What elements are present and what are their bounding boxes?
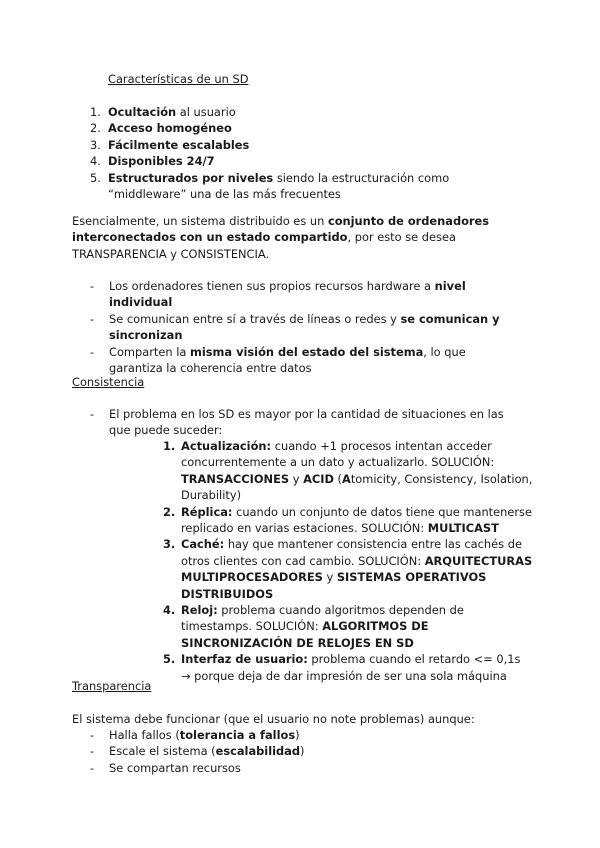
list-item xyxy=(90,170,530,203)
dash-bullet: - xyxy=(90,744,95,759)
problem-title: Réplica: xyxy=(181,504,233,519)
list-number: 1. xyxy=(90,105,101,119)
transparencia-bullet-list xyxy=(90,727,515,776)
list-item-bold: Ocultación xyxy=(108,105,177,119)
list-item xyxy=(90,344,515,377)
list-item xyxy=(90,104,530,120)
problemas-list xyxy=(163,438,533,684)
paren-text: ( xyxy=(333,471,343,486)
transparencia-intro: El sistema debe funcionar (que el usuario no note problemas) aunque: xyxy=(72,712,475,726)
problem-title: Caché: xyxy=(181,537,225,552)
problem-title: Interfaz de usuario: xyxy=(181,652,308,667)
intro-text-end: , por esto se desea TRANSPARENCIA y CONSISTENCIA. xyxy=(72,230,456,261)
list-item xyxy=(90,311,515,344)
list-item xyxy=(163,438,533,504)
list-number: 4. xyxy=(163,603,176,618)
initial-bold: A xyxy=(342,471,351,486)
list-item-text-end: , lo que garantiza la coherencia entre datos xyxy=(109,344,466,376)
consistencia-bullet-list xyxy=(90,406,515,439)
connector-text: y xyxy=(289,471,304,486)
ordenadores-bullet-list xyxy=(90,278,515,376)
list-item-bold: Fácilmente escalables xyxy=(108,137,250,152)
intro-text: Esencialmente, un sistema distribuido es un xyxy=(72,214,328,228)
list-item-bold: Estructurados por niveles xyxy=(108,170,274,185)
list-number: 2. xyxy=(90,121,101,136)
dash-bullet: - xyxy=(90,279,95,293)
dash-bullet: - xyxy=(90,344,95,359)
section-heading-consistencia: Consistencia xyxy=(72,375,145,389)
list-item-bold: Disponibles 24/7 xyxy=(108,154,215,169)
list-item xyxy=(163,504,533,537)
dash-bullet: - xyxy=(90,311,95,326)
list-item-bold: Acceso homogéneo xyxy=(108,121,232,136)
list-number: 2. xyxy=(163,504,176,519)
list-item xyxy=(90,153,530,169)
dash-bullet: - xyxy=(90,760,95,775)
problem-text: problema cuando algoritmos dependen de timestamps. SOLUCIÓN: xyxy=(181,603,464,634)
list-item-text: Los ordenadores tienen sus propios recursos hardware a xyxy=(109,279,435,293)
section-heading-transparencia: Transparencia xyxy=(72,679,152,693)
list-number: 5. xyxy=(90,170,101,185)
problem-title: Reloj: xyxy=(181,603,218,618)
list-item-text: siendo la estructuración como “middleware” una de las más frecuentes xyxy=(108,170,450,202)
intro-bold: conjunto de ordenadores interconectados con un estado compartido xyxy=(72,214,490,245)
list-item-bold: misma visión del estado del sistema xyxy=(190,344,424,359)
solution-bold: ACID xyxy=(303,471,334,486)
list-item-text: Comparten la xyxy=(109,344,190,359)
problem-text: hay que mantener consistencia entre las cachés de otros clientes con cad cambio. SOLUCIÓN: xyxy=(181,537,522,568)
list-item-text: Escale el sistema ( xyxy=(109,744,216,759)
dash-bullet: - xyxy=(90,728,95,742)
list-item-bold: escalabilidad xyxy=(215,744,301,759)
list-item xyxy=(163,651,533,684)
solution-bold: ARQUITECTURAS MULTIPROCESADORES xyxy=(181,553,533,585)
list-item-text-end: ) xyxy=(300,744,305,759)
list-item xyxy=(90,278,515,311)
problem-text: cuando +1 procesos intentan acceder concurrentemente a un dato y actualizarlo. SOLUCIÓN: xyxy=(181,439,495,470)
problem-text: cuando un conjunto de datos tiene que mantenerse replicado en varias estaciones. SOLUCIÓN: xyxy=(181,504,532,536)
list-item-text: El problema en los SD es mayor por la cantidad de situaciones en las que puede suceder: xyxy=(109,407,504,438)
list-number: 4. xyxy=(90,154,101,169)
solution-bold: TRANSACCIONES xyxy=(181,471,290,486)
list-item xyxy=(90,406,515,439)
list-item xyxy=(90,743,515,759)
list-item xyxy=(90,137,530,153)
solution-bold: SISTEMAS OPERATIVOS DISTRIBUIDOS xyxy=(181,570,487,601)
problem-text: problema cuando el retardo <= 0,1s → porque deja de dar impresión de ser una sola máquina xyxy=(181,652,521,683)
problem-text-end: tomicity, Consistency, Isolation, Durability) xyxy=(181,471,533,503)
list-number: 1. xyxy=(163,439,176,453)
caracteristicas-list xyxy=(90,104,530,202)
list-item-text: Halla fallos ( xyxy=(109,728,180,742)
list-number: 3. xyxy=(163,537,176,552)
dash-bullet: - xyxy=(90,407,95,421)
list-item-bold: se comunican y sincronizan xyxy=(109,311,500,343)
solution-bold: MULTICAST xyxy=(427,521,499,536)
list-item-bold: tolerancia a fallos xyxy=(179,728,296,742)
list-item xyxy=(163,602,533,651)
intro-paragraph xyxy=(72,213,534,262)
connector-text: y xyxy=(322,570,337,585)
list-item-text-end: ) xyxy=(295,728,300,742)
solution-bold: ALGORITMOS DE SINCRONIZACIÓN DE RELOJES EN SD xyxy=(181,619,429,650)
list-item xyxy=(90,120,530,136)
list-item-text: al usuario xyxy=(176,105,236,119)
list-item-text: Se compartan recursos xyxy=(109,760,241,775)
section-heading-caracteristicas: Características de un SD xyxy=(108,72,249,86)
list-number: 3. xyxy=(90,137,101,152)
list-item-text: Se comunican entre sí a través de líneas o redes y xyxy=(109,311,401,326)
problem-title: Actualización: xyxy=(181,439,272,453)
list-item xyxy=(163,536,533,602)
list-item xyxy=(90,727,515,743)
list-item xyxy=(90,760,515,776)
list-item-bold: nivel individual xyxy=(109,279,466,310)
list-number: 5. xyxy=(163,652,176,667)
